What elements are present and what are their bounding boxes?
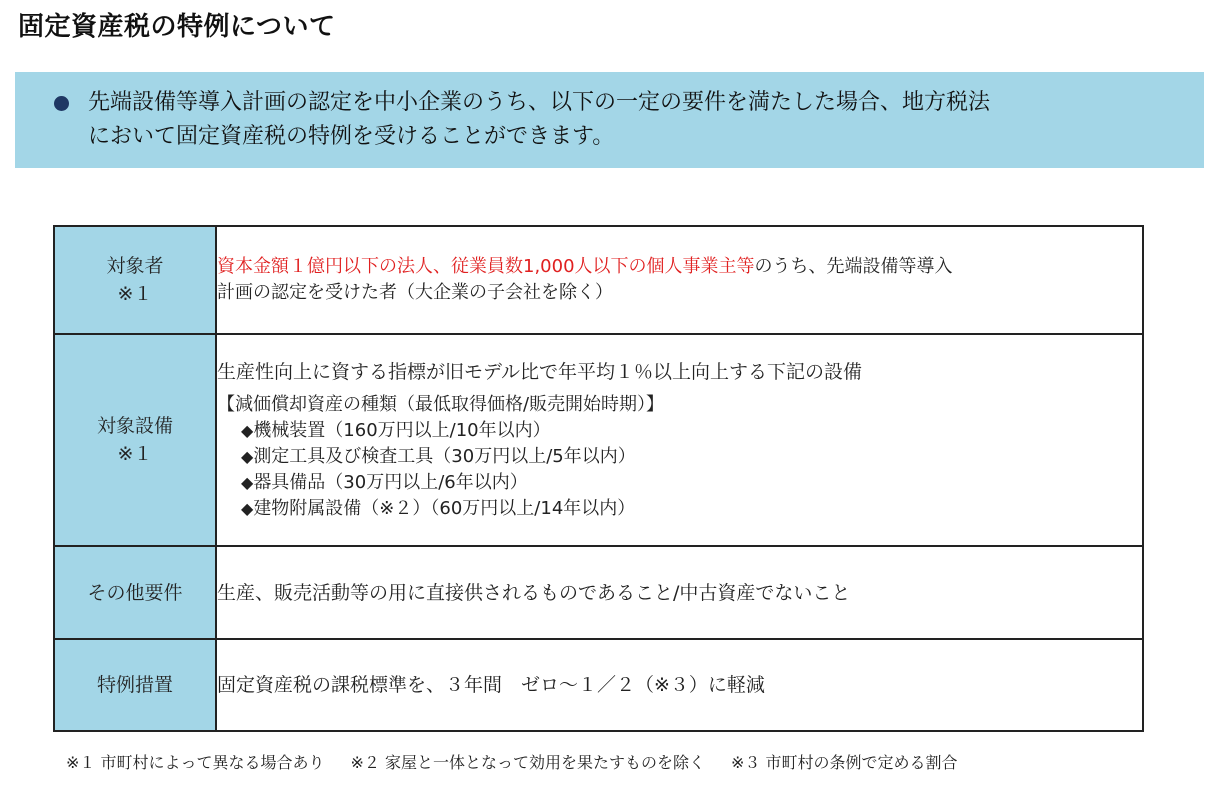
row-target <box>54 226 1143 334</box>
page-title: 固定資産税の特例について <box>18 12 336 42</box>
other-body: 生産、販売活動等の用に直接供されるものであること/中古資産でないこと <box>216 546 1143 639</box>
diamond-bullet-icon: ◆ <box>241 499 254 518</box>
other-header: その他要件 <box>54 546 216 639</box>
bullet-icon <box>54 96 69 111</box>
equipment-item: ◆器具備品（30万円以上/6年以内） <box>241 472 528 493</box>
target-criteria-highlight: 資本金額１億円以下の法人、従業員数1,000人以下の個人事業主等 <box>217 256 755 277</box>
footnotes <box>66 750 958 773</box>
summary-text <box>88 86 1188 154</box>
equipment-header-note: ※１ <box>117 443 153 465</box>
equipment-header-label: 対象設備 <box>96 415 173 437</box>
equipment-item: ◆測定工具及び検査工具（30万円以上/5年以内） <box>241 446 636 467</box>
special-body: 固定資産税の課税標準を、３年間 ゼロ～１／２（※３）に軽減 <box>216 639 1143 731</box>
equipment-intro: 生産性向上に資する指標が旧モデル比で年平均１％以上向上する下記の設備 <box>217 361 863 383</box>
target-header <box>54 226 216 334</box>
row-special <box>54 639 1143 731</box>
equipment-body <box>216 334 1143 546</box>
diamond-bullet-icon: ◆ <box>241 447 254 466</box>
row-other <box>54 546 1143 639</box>
diamond-bullet-icon: ◆ <box>241 421 254 440</box>
diamond-bullet-icon: ◆ <box>241 473 254 492</box>
row-equipment <box>54 334 1143 546</box>
equipment-header <box>54 334 216 546</box>
equipment-subheading: 【減価償却資産の種類（最低取得価格/販売開始時期）】 <box>217 394 665 415</box>
target-criteria-rest: のうち、先端設備等導入 <box>754 256 953 277</box>
summary-banner <box>15 72 1204 168</box>
target-body <box>216 226 1143 334</box>
equipment-item: ◆建物附属設備（※２）（60万円以上/14年以内） <box>241 498 636 519</box>
footnote-1: ※１ 市町村によって異なる場合あり <box>66 753 325 772</box>
requirements-table <box>53 225 1144 732</box>
target-header-note: ※１ <box>117 283 153 305</box>
target-criteria-line2: 計画の認定を受けた者（大企業の子会社を除く） <box>217 282 613 303</box>
target-header-label: 対象者 <box>106 255 164 277</box>
footnote-3: ※３ 市町村の条例で定める割合 <box>731 753 958 772</box>
special-header: 特例措置 <box>54 639 216 731</box>
summary-line-2: において固定資産税の特例を受けることができます。 <box>88 124 615 149</box>
summary-line-1: 先端設備等導入計画の認定を中小企業のうち、以下の一定の要件を満たした場合、地方税法 <box>88 90 991 115</box>
equipment-item: ◆機械装置（160万円以上/10年以内） <box>241 420 551 441</box>
footnote-2: ※２ 家屋と一体となって効用を果たすものを除く <box>350 753 705 772</box>
